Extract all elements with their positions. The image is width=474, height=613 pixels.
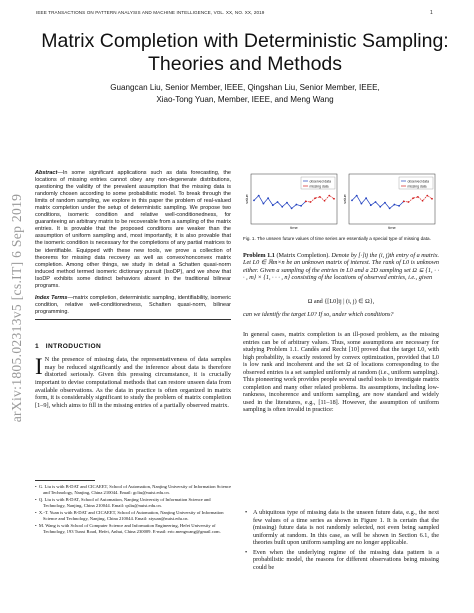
observed-data-point — [272, 204, 274, 206]
observed-data-point — [393, 204, 395, 206]
observed-data-point — [375, 201, 377, 203]
problem-question: can we identify the target L0? If so, under which conditions? — [243, 311, 394, 318]
y-axis-label: value — [244, 194, 249, 204]
figure-caption: Fig. 1. The unseen future values of time series are essentially a special type of missing data. — [243, 236, 431, 241]
observed-data-point — [258, 195, 260, 197]
bullet-item: • Even when the underlying regime of the missing data pattern is a probabilistic model, the reasons for different observations being missing could be — [243, 549, 439, 572]
observed-data-point — [295, 204, 297, 206]
abstract-divider — [35, 319, 231, 320]
observed-data-point — [286, 202, 288, 204]
author-line-2: Xiao-Tong Yuan, Member, IEEE, and Meng Wang — [156, 94, 334, 104]
journal-header: IEEE TRANSACTIONS ON PATTERN ANALYSIS AND MACHINE INTELLIGENCE, VOL. XX, NO. XX, 2019 — [36, 10, 265, 15]
footnote-text: X.-T. Yuan is with B-DAT and CICAEET, School of Automation, Nanjing University of Information Science and Technology, Nanjing, China 210044. Email: xtyuan@nuist.edu.cn. — [38, 509, 224, 521]
observed-data-point — [370, 204, 372, 206]
missing-data-point — [314, 197, 316, 199]
missing-data-point — [324, 200, 326, 202]
missing-data-point — [422, 200, 424, 202]
missing-data-point — [403, 200, 405, 202]
missing-data-point — [333, 198, 335, 200]
missing-data-point — [431, 198, 433, 200]
observed-data-point — [291, 208, 293, 210]
intro-text: N the presence of missing data, the representativeness of data samples may be reduced significantly and the inference about data is therefore distorted seriously. Given this pressing circumstance, it is crucially important to devise computational methods that can restore unseen data from available observations. As the data in practice is often organized in matrix form, it is considerably significant to study the problem of matrix completion [1–9], which aims to fill in the missing entries of a partially observed matrix. — [35, 356, 231, 409]
observed-data-point — [281, 206, 283, 208]
footnote-divider — [35, 480, 95, 481]
dropcap-letter: I — [35, 354, 43, 379]
legend-label: observed data — [407, 179, 429, 184]
footnote: • M. Wang is with School of Computer Science and Information Engineering, Hefei University of Technology, 193 Tunxi Road, Hefei, Anhui, China 230009. E-mail: eric.mengwang@gmail.com. — [35, 522, 221, 534]
problem-statement — [243, 252, 439, 282]
observed-data-point — [253, 200, 255, 202]
index-terms-text: —matrix completion, deterministic sampling, identifiability, isomeric condition, relative well-conditionedness, Schatten quasi-norm, bilinear programming. — [35, 295, 231, 316]
observed-data-point — [267, 197, 269, 199]
missing-data-point — [328, 195, 330, 197]
problem-name: (Matrix Completion). — [276, 252, 330, 259]
legend-label: observed data — [309, 179, 331, 184]
body-paragraph: In general cases, matrix completion is an ill-posed problem, as the missing entries can be of arbitrary values. Thus, some assumptions are necessary for studying Problem 1.1. Candès and Recht [10] proved that the target L0, with high probability, is exactly restored by convex optimization, provided that L0 is low rank and incoherent and the set Ω of locations corresponding to the observed entries is a set sampled uniformly at random (i.e., uniform sampling). This pioneering work provides people several useful tools to investigate matrix completion and many other related problems. Its assumptions, including low-rankness, incoherence and uniform sampling, are now standard and widely used in the literatures, e.g., [11–18]. However, the assumption of uniform sampling is often invalid in practice: — [243, 331, 439, 414]
observed-data-point — [379, 206, 381, 208]
page-number: 1 — [430, 10, 433, 16]
equation: Ω and {[L0]ij | (i, j) ∈ Ω}, — [307, 298, 375, 305]
footnotes — [35, 484, 231, 536]
footnote: • Q. Liu is with B-DAT, School of Automation, Nanjing University of Information Science and Technology, Nanjing, China 210044. Email: qsliu@nuist.edu.cn. — [35, 496, 211, 508]
arxiv-stamp: arXiv:1805.02313v5 [cs.IT] 6 Sep 2019 — [9, 193, 24, 423]
footnote-text: M. Wang is with School of Computer Science and Information Engineering, Hefei University of Technology, 193 Tunxi Road, Hefei, Anhui, China 230009. E-mail: eric.mengwang@gmail.com. — [38, 522, 221, 534]
footnote-text: Q. Liu is with B-DAT, School of Automation, Nanjing University of Information Science and Technology, Nanjing, China 210044. Email: qsliu@nuist.edu.cn. — [38, 496, 211, 508]
observed-data-point — [365, 197, 367, 199]
problem-label: Problem 1.1 — [243, 252, 275, 259]
bullet-list — [243, 509, 439, 573]
author-list — [40, 82, 450, 105]
missing-data-point — [310, 201, 312, 203]
footnote-text: G. Liu is with B-DAT and CICAEET, School of Automation, Nanjing University of Information Science and Technology, Nanjing, China 210044. Email: gcliu@nuist.edu.cn. — [38, 484, 232, 495]
legend-label: missing data — [407, 184, 427, 189]
legend-label: missing data — [309, 184, 329, 189]
missing-data-point — [305, 200, 307, 202]
observed-data-point — [384, 202, 386, 204]
y-axis-label: value — [342, 194, 347, 204]
observed-data-point — [263, 203, 265, 205]
index-terms-label: Index Terms — [35, 295, 68, 301]
x-axis-label: time — [290, 225, 298, 230]
intro-paragraph — [35, 356, 231, 410]
missing-data-point — [426, 195, 428, 197]
missing-data-point — [417, 196, 419, 198]
observed-data-point — [389, 208, 391, 210]
bullet-item: • A ubiquitous type of missing data is the unseen future data, e.g., the next few values of a time series as shown in Figure 1. It is certain that the (missing) future data is not randomly selected, not even being sampled uniformly at random. In this case, as will be shown in Section 6.1, the theories built upon uniform sampling are no longer applicable. — [243, 509, 439, 547]
observed-data-point — [361, 203, 363, 205]
problem-text: Denote by [·]ij the (i, j)th entry of a matrix. Let L0 ∈ ℝm×n be an unknown matrix of interest. The rank of L0 is unknown either. Given a sampling of the entries in L0 and a 2D sampling set Ω ⊆ {1, · · · , m} × {1, · · · , n} consisting of the locations of observed entries, i.e., given — [243, 252, 440, 282]
abstract-text: —In some significant applications such as data forecasting, the locations of missing entries cannot obey any non-degenerate distributions, questioning the validity of the prevalent assumption that the missing data is randomly chosen according to some probabilistic model. To break through the limits of random sampling, we explore in this paper the problem of real-valued matrix completion under the setup of deterministic sampling. We propose two conditions, isomeric condition and relative well-conditionedness, for guaranteeing an arbitrary matrix to be recoverable from a sampling of the matrix entries. It is provable that the proposed conditions are weaker than the assumption of uniform sampling and, most importantly, it is also provable that the isomeric condition is necessary for the completions of any partial matrices to be identifiable. Equipped with these new tools, we prove a collection of theorems for missing data recovery as well as convex/nonconvex matrix completion. Among other things, we study in detail a Schatten quasi-norm induced method termed isomeric dictionary pursuit (IsoDP), and we show that IsoDP exhibits some distinct behaviors absent in the traditional bilinear programs. — [35, 170, 231, 289]
figure-1 — [243, 170, 439, 235]
missing-data-point — [319, 196, 321, 198]
missing-data-point — [412, 197, 414, 199]
section-number: 1 — [35, 343, 40, 350]
missing-data-point — [408, 201, 410, 203]
x-axis-label: time — [388, 225, 396, 230]
observed-data-point — [398, 205, 400, 207]
author-line-1: Guangcan Liu, Senior Member, IEEE, Qingshan Liu, Senior Member, IEEE, — [110, 83, 380, 92]
observed-data-point — [356, 195, 358, 197]
footnote: • G. Liu is with B-DAT and CICAEET, School of Automation, Nanjing University of Information Science and Technology, Nanjing, China 210044. Email: gcliu@nuist.edu.cn. — [35, 484, 232, 495]
footnote: • X.-T. Yuan is with B-DAT and CICAEET, School of Automation, Nanjing University of Information Science and Technology, Nanjing, China 210044. Email: xtyuan@nuist.edu.cn. — [35, 509, 224, 521]
chart-panel-left — [244, 174, 337, 230]
observed-data-point — [300, 205, 302, 207]
section-heading — [35, 343, 101, 350]
section-title: INTRODUCTION — [45, 343, 102, 350]
abstract-label: Abstract — [35, 170, 58, 176]
paper-title: Matrix Completion with Deterministic Sampling: Theories and Methods — [41, 30, 449, 75]
abstract — [35, 170, 231, 290]
observed-data-point — [277, 201, 279, 203]
index-terms — [35, 295, 231, 316]
observed-data-point — [351, 200, 353, 202]
chart-panel-right — [342, 174, 435, 230]
